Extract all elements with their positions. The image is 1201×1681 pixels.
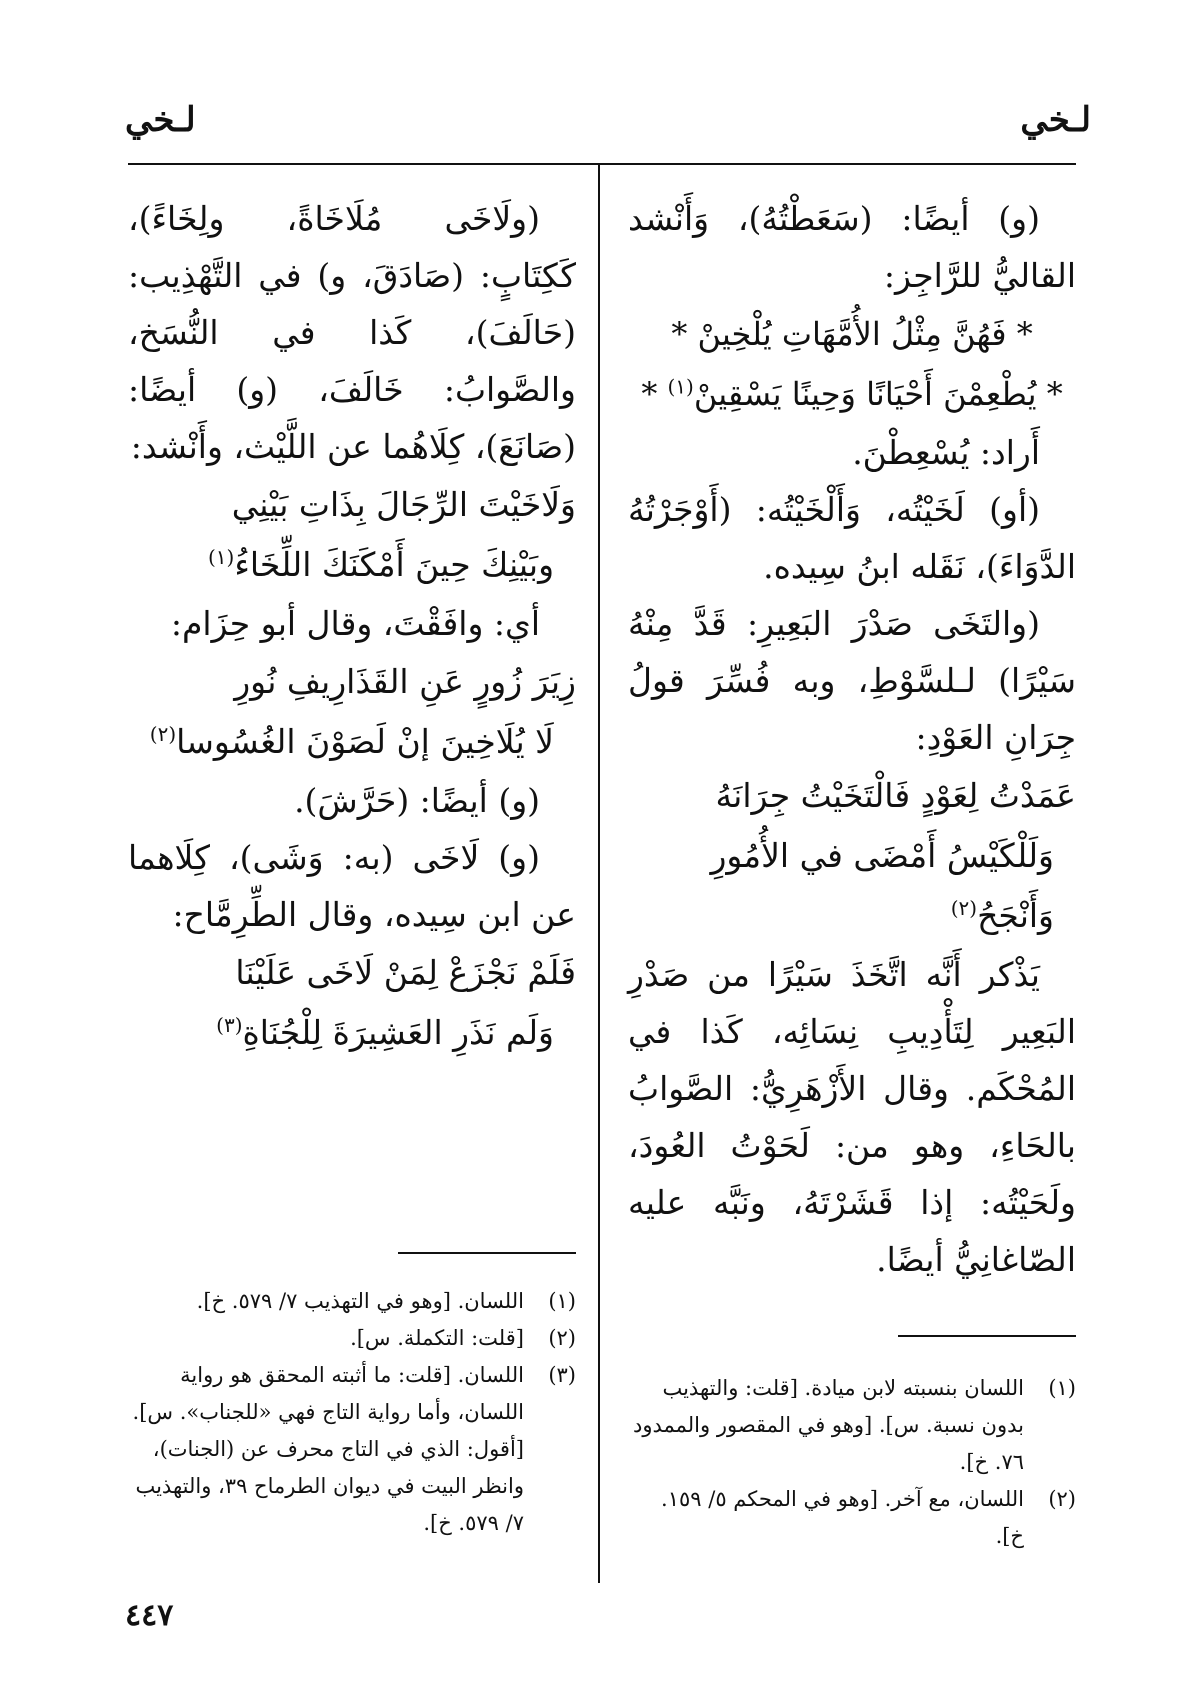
footnote-text: اللسان. [وهو في التهذيب ٧/ ٥٧٩. خ]. xyxy=(196,1289,524,1313)
footnote xyxy=(128,1357,576,1542)
paragraph: (أو) لَخَيْتُه، وَأَلْخَيْتُه: (أَوْجَرْتُهُ الدَّوَاءَ)، نَقَله ابنُ سِيده. xyxy=(628,490,1076,586)
footnote-number: (١) xyxy=(548,1289,576,1313)
right-column xyxy=(628,190,1076,1288)
footnotes-left xyxy=(128,1283,576,1542)
footnote-mark: (١) xyxy=(207,545,235,569)
left-column xyxy=(128,190,576,1063)
footnote xyxy=(628,1370,1076,1481)
paragraph: (و) أيضًا: (حَرَّشَ). xyxy=(294,781,540,820)
running-head-right: لـخي xyxy=(1020,100,1091,140)
verse-line: وَلَاخَيْتَ الرِّجَالَ بِذَاتِ بَيْنِي xyxy=(231,485,576,524)
footnote xyxy=(628,1481,1076,1555)
footnote xyxy=(128,1283,576,1320)
footnote-text: اللسان، مع آخر. [وهو في المحكم ٥/ ١٥٩. خ]. xyxy=(661,1487,1024,1548)
footnote-rule-left xyxy=(398,1252,576,1254)
header-rule xyxy=(128,163,1076,165)
footnote xyxy=(128,1320,576,1357)
verse-line: زِيَرَ زُورٍ عَنِ القَذَارِيفِ نُورِ xyxy=(234,662,576,701)
footnote-text: اللسان. [قلت: ما أثبته المحقق هو رواية اللسان، وأما رواية التاج فهي «للجناب». س]. [أقول: الذي في التاج محرف عن (الجنات)، وانظر البيت في ديوان الطرماح ٣٩، والتهذيب ٧/ ٥٧٩. خ]. xyxy=(132,1363,524,1535)
page-number: ٤٤٧ xyxy=(125,1598,174,1633)
verse-line: وَلَلْكَيْسُ أَمْضَى في الأُمُورِ وَأَنْجَحُ$^{(٢)}$ xyxy=(710,836,1054,935)
footnote-number: (١) xyxy=(1048,1376,1076,1400)
footnote-number: (٢) xyxy=(548,1326,576,1350)
verse-line: * يُطْعِمْنَ أَحْيَانًا وَحِينًا يَسْقِينْ$^{(١)}$ * xyxy=(641,374,1063,413)
verse-line: فَلَمْ نَجْزَعْ لِمَنْ لَاخَى عَلَيْنَا xyxy=(235,953,576,992)
paragraph: أَراد: يُسْعِطْنَ. xyxy=(852,433,1040,472)
footnote-mark: (٢) xyxy=(149,722,177,746)
footnote-text: اللسان بنسبته لابن ميادة. [قلت: والتهذيب بدون نسبة. س]. [وهو في المقصور والممدود ٧٦. خ]. xyxy=(632,1376,1024,1474)
verse-line: وَلَم نَذَرِ العَشِيرَةَ لِلْجُنَاةِ$^{(٣)}$ xyxy=(216,1013,554,1052)
column-divider xyxy=(598,165,600,1583)
running-head-left: لـخي xyxy=(125,100,196,140)
paragraph: يَذْكر أَنَّه اتَّخَذَ سَيْرًا من صَدْرِ البَعِير لِتَأْدِيبِ نِسَائِه، كَذا في المُحْكَم. وقال الأَزْهَرِيُّ: الصَّوابُ بالحَاءِ، وهو من: لَحَوْتُ العُودَ، ولَحَيْتُه: إذا قَشَرْتَهُ، ونَبَّه عليه الصّاغانِيُّ أيضًا. xyxy=(628,955,1076,1279)
verse-line: وبَيْنِكَ حِينَ أَمْكَنَكَ اللِّخَاءُ$^{(١)}$ xyxy=(207,545,554,584)
paragraph: (و) لَاخَى (به: وَشَى)، كِلَاهما عن ابن سِيده، وقال الطِّرِمَّاح: xyxy=(128,838,576,934)
verse-line: عَمَدْتُ لِعَوْدٍ فَالْتَخَيْتُ جِرَانَهُ xyxy=(715,776,1076,815)
footnote-rule-right xyxy=(898,1335,1076,1337)
footnotes-right xyxy=(628,1370,1076,1555)
verse-line: * فَهُنَّ مِثْلُ الأُمَّهَاتِ يُلْخِينْ * xyxy=(671,315,1033,353)
paragraph: (ولَاخَى مُلَاخَاةً، ولِخَاءً)، كَكِتَابٍ: (صَادَقَ، و) في التَّهْذِيب: (حَالَفَ)، كَذا في النُّسَخ، والصَّوابُ: خَالَفَ، (و) أيضًا: (صَانَعَ)، كِلَاهُما عن اللَّيْث، وأَنْشد: xyxy=(128,199,576,466)
paragraph: (والتَخَى صَدْرَ البَعِيرِ: قَدَّ مِنْهُ سَيْرًا) لـلسَّوْطِ، وبه فُسِّرَ قولُ جِرَانِ العَوْدِ: xyxy=(628,604,1076,757)
footnote-mark: (١) xyxy=(667,374,694,399)
footnote-mark: (٢) xyxy=(950,896,978,920)
paragraph: أي: وافَقْتَ، وقال أبو حِزَام: xyxy=(170,604,540,643)
footnote-mark: (٣) xyxy=(216,1013,243,1037)
footnote-number: (٢) xyxy=(1048,1487,1076,1511)
paragraph: (و) أيضًا: (سَعَطْتُهُ)، وَأَنْشد القاليُّ للرَّاجِز: xyxy=(628,199,1076,295)
footnote-text: [قلت: التكملة. س]. xyxy=(350,1326,524,1350)
verse-line: لَا يُلَاخِينَ إنْ لَصَوْنَ الغُسُوسا$^{(٢)}$ xyxy=(149,722,554,761)
footnote-number: (٣) xyxy=(548,1363,576,1387)
